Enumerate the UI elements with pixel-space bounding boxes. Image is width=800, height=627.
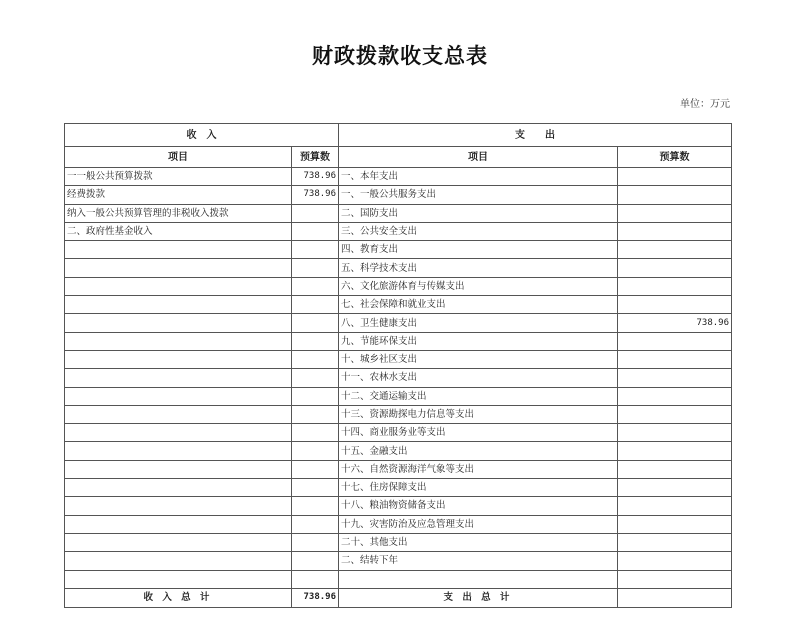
expense-budget-cell xyxy=(618,442,732,460)
income-item-cell: 纳入一般公共预算管理的非税收入拨款 xyxy=(65,204,292,222)
expense-budget-cell xyxy=(618,277,732,295)
income-item-cell xyxy=(65,424,292,442)
table-row xyxy=(65,424,732,442)
table-row xyxy=(65,277,732,295)
income-budget-cell xyxy=(292,442,339,460)
expense-item-cell: 十一、农林水支出 xyxy=(339,369,618,387)
income-budget-cell xyxy=(292,424,339,442)
expense-budget-cell xyxy=(618,515,732,533)
expense-budget-cell xyxy=(618,387,732,405)
income-item-cell: 二、政府性基金收入 xyxy=(65,222,292,240)
table-row xyxy=(65,387,732,405)
expense-budget-cell xyxy=(618,332,732,350)
page-title: 财政拨款收支总表 xyxy=(312,44,488,68)
table-row xyxy=(65,533,732,551)
income-item-cell xyxy=(65,296,292,314)
budget-summary-table xyxy=(64,123,732,608)
expense-item-cell: 一、一般公共服务支出 xyxy=(339,186,618,204)
income-budget-cell xyxy=(292,405,339,423)
income-budget-cell xyxy=(292,332,339,350)
table-row xyxy=(65,460,732,478)
expense-item-cell: 五、科学技术支出 xyxy=(339,259,618,277)
expense-budget-cell xyxy=(618,241,732,259)
expense-budget-cell xyxy=(618,296,732,314)
header-row-groups xyxy=(65,124,732,147)
income-item-cell xyxy=(65,241,292,259)
expense-budget-cell xyxy=(618,497,732,515)
income-item-cell xyxy=(65,460,292,478)
expense-budget-cell xyxy=(618,405,732,423)
income-budget-cell xyxy=(292,204,339,222)
income-item-cell xyxy=(65,332,292,350)
table-row xyxy=(65,369,732,387)
table-row xyxy=(65,259,732,277)
expense-budget-cell: 738.96 xyxy=(618,314,732,332)
income-item-cell xyxy=(65,350,292,368)
income-item-header: 项目 xyxy=(65,147,292,168)
income-budget-cell xyxy=(292,570,339,588)
expense-budget-cell xyxy=(618,369,732,387)
expense-budget-cell xyxy=(618,424,732,442)
income-budget-cell xyxy=(292,277,339,295)
income-budget-cell xyxy=(292,497,339,515)
income-item-cell xyxy=(65,442,292,460)
income-item-cell xyxy=(65,314,292,332)
income-budget-cell xyxy=(292,369,339,387)
expense-item-cell xyxy=(339,570,618,588)
income-item-cell xyxy=(65,277,292,295)
table-row xyxy=(65,570,732,588)
expense-item-cell: 十二、交通运输支出 xyxy=(339,387,618,405)
expense-budget-cell xyxy=(618,552,732,570)
expense-budget-cell xyxy=(618,204,732,222)
expense-item-cell: 二十、其他支出 xyxy=(339,533,618,551)
income-budget-cell xyxy=(292,533,339,551)
income-header: 收 入 xyxy=(65,124,339,147)
table-row xyxy=(65,241,732,259)
income-budget-cell: 738.96 xyxy=(292,186,339,204)
income-item-cell xyxy=(65,515,292,533)
income-budget-cell xyxy=(292,479,339,497)
expense-header: 支 出 xyxy=(339,124,732,147)
income-total-label: 收 入 总 计 xyxy=(65,588,292,607)
expense-item-cell: 十四、商业服务业等支出 xyxy=(339,424,618,442)
expense-item-cell: 八、卫生健康支出 xyxy=(339,314,618,332)
expense-budget-cell xyxy=(618,186,732,204)
income-budget-cell: 738.96 xyxy=(292,168,339,186)
income-budget-cell xyxy=(292,241,339,259)
table-row xyxy=(65,332,732,350)
total-row xyxy=(65,588,732,607)
expense-item-cell: 二、国防支出 xyxy=(339,204,618,222)
income-budget-cell xyxy=(292,515,339,533)
expense-item-header: 项目 xyxy=(339,147,618,168)
expense-budget-header: 预算数 xyxy=(618,147,732,168)
expense-item-cell: 九、节能环保支出 xyxy=(339,332,618,350)
income-item-cell xyxy=(65,497,292,515)
table-row xyxy=(65,442,732,460)
income-item-cell xyxy=(65,533,292,551)
expense-budget-cell xyxy=(618,460,732,478)
table-row xyxy=(65,479,732,497)
expense-item-cell: 十七、住房保障支出 xyxy=(339,479,618,497)
income-total-value: 738.96 xyxy=(292,588,339,607)
expense-budget-cell xyxy=(618,350,732,368)
expense-total-label: 支 出 总 计 xyxy=(339,588,618,607)
income-item-cell xyxy=(65,570,292,588)
income-budget-cell xyxy=(292,259,339,277)
table-row xyxy=(65,168,732,186)
expense-item-cell: 十九、灾害防治及应急管理支出 xyxy=(339,515,618,533)
table-row xyxy=(65,405,732,423)
income-item-cell xyxy=(65,405,292,423)
income-budget-cell xyxy=(292,552,339,570)
expense-item-cell: 一、本年支出 xyxy=(339,168,618,186)
income-budget-cell xyxy=(292,387,339,405)
income-item-cell xyxy=(65,259,292,277)
income-budget-cell xyxy=(292,350,339,368)
income-item-cell: 经费拨款 xyxy=(65,186,292,204)
expense-item-cell: 十五、金融支出 xyxy=(339,442,618,460)
table-row xyxy=(65,222,732,240)
expense-item-cell: 十六、自然资源海洋气象等支出 xyxy=(339,460,618,478)
income-item-cell xyxy=(65,479,292,497)
table-row xyxy=(65,296,732,314)
income-budget-cell xyxy=(292,296,339,314)
unit-label: 单位：万元 xyxy=(680,99,730,110)
table-row xyxy=(65,204,732,222)
table-row xyxy=(65,314,732,332)
table-row xyxy=(65,497,732,515)
expense-item-cell: 四、教育支出 xyxy=(339,241,618,259)
income-item-cell xyxy=(65,387,292,405)
expense-item-cell: 十、城乡社区支出 xyxy=(339,350,618,368)
income-budget-header: 预算数 xyxy=(292,147,339,168)
income-item-cell xyxy=(65,369,292,387)
expense-item-cell: 七、社会保障和就业支出 xyxy=(339,296,618,314)
expense-item-cell: 六、文化旅游体育与传媒支出 xyxy=(339,277,618,295)
expense-item-cell: 十八、粮油物资储备支出 xyxy=(339,497,618,515)
table-row xyxy=(65,350,732,368)
income-item-cell: 一一般公共预算拨款 xyxy=(65,168,292,186)
expense-budget-cell xyxy=(618,222,732,240)
income-item-cell xyxy=(65,552,292,570)
expense-budget-cell xyxy=(618,533,732,551)
income-budget-cell xyxy=(292,314,339,332)
expense-budget-cell xyxy=(618,479,732,497)
header-row-columns xyxy=(65,147,732,168)
expense-item-cell: 十三、资源勘探电力信息等支出 xyxy=(339,405,618,423)
expense-budget-cell xyxy=(618,168,732,186)
income-budget-cell xyxy=(292,460,339,478)
table-row xyxy=(65,186,732,204)
table-row xyxy=(65,552,732,570)
expense-budget-cell xyxy=(618,570,732,588)
expense-item-cell: 三、公共安全支出 xyxy=(339,222,618,240)
expense-item-cell: 二、结转下年 xyxy=(339,552,618,570)
table-row xyxy=(65,515,732,533)
expense-budget-cell xyxy=(618,259,732,277)
income-budget-cell xyxy=(292,222,339,240)
expense-total-value xyxy=(618,588,732,607)
